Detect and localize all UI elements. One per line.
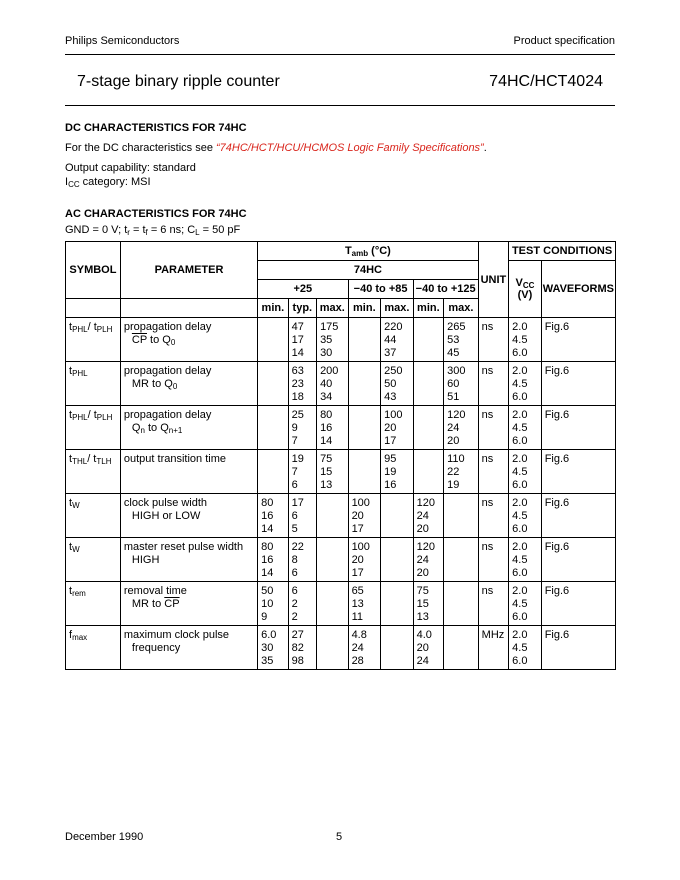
min-header: min.: [258, 299, 288, 318]
value-text: 110 22 19: [447, 453, 465, 491]
value-cell: [444, 362, 479, 406]
value-cell: [317, 538, 349, 582]
value-text: [414, 450, 443, 454]
symbol-cell: [66, 582, 121, 626]
value-cell: [348, 626, 381, 670]
parameter-cell: [120, 406, 257, 450]
param-sub: 0: [170, 338, 176, 347]
value-text: 265 53 45: [447, 321, 466, 359]
vcc-cell: [509, 318, 542, 362]
value-cell: [288, 626, 316, 670]
vcc-main: V: [515, 277, 523, 289]
dc-reference-suffix: .: [483, 142, 487, 154]
waveform-link[interactable]: Fig.6: [544, 497, 570, 509]
value-cell: [348, 582, 381, 626]
value-cell: [444, 538, 479, 582]
unit-text: ns: [481, 585, 494, 597]
parameter-line-2: [124, 510, 254, 523]
symbol-main: t: [69, 497, 73, 509]
param-pre: Q: [131, 422, 141, 434]
value-text: [381, 582, 413, 586]
vcc-cell: [509, 406, 542, 450]
unit-cell: [478, 582, 508, 626]
tamb-main: T: [344, 245, 352, 257]
parameter-line-1: maximum clock pulse: [123, 629, 230, 641]
value-text: [444, 538, 478, 542]
table-row: [66, 626, 616, 670]
value-cell: [348, 494, 381, 538]
symbol-main: t: [69, 585, 73, 597]
waveform-link[interactable]: Fig.6: [544, 321, 570, 333]
table-row: [66, 582, 616, 626]
parameter-cell: [120, 538, 257, 582]
value-text: [258, 318, 287, 322]
value-cell: [288, 538, 316, 582]
page-number: 5: [336, 831, 343, 843]
value-text: 75 15 13: [416, 585, 429, 623]
parameter-line-2: [124, 554, 254, 567]
value-text: 100 20 17: [351, 497, 370, 535]
symbol-main: t: [69, 409, 73, 421]
ac-conditions: [65, 224, 240, 236]
cond-part: = 50 pF: [199, 224, 241, 236]
waveform-cell: [541, 362, 615, 406]
value-text: 80 16 14: [261, 497, 274, 535]
unit-text: ns: [481, 321, 494, 333]
footer-date: December 1990: [65, 831, 144, 843]
param-tail-sub: n+1: [168, 426, 183, 435]
part-number: 74HC/HCT4024: [489, 73, 603, 90]
value-cell: [317, 450, 349, 494]
value-text: 120 24 20: [416, 541, 435, 579]
vcc-cell: [509, 494, 542, 538]
symbol-sub: rem: [72, 589, 86, 598]
value-text: 4.0 20 24: [416, 629, 432, 667]
parameter-line-1: clock pulse width: [123, 497, 208, 509]
symbol-main: t: [69, 541, 73, 553]
unit-cell: [478, 406, 508, 450]
table-row: [66, 406, 616, 450]
ac-heading: AC CHARACTERISTICS FOR 74HC: [65, 208, 247, 220]
unit-text: ns: [481, 365, 494, 377]
value-text: 80 16 14: [261, 541, 274, 579]
vcc-text: 2.0 4.5 6.0: [512, 365, 528, 403]
company-name: Philips Semiconductors: [65, 35, 180, 47]
value-text: [349, 450, 381, 454]
value-cell: [348, 318, 381, 362]
vcc-unit: (V): [517, 289, 533, 301]
param-overline: $\overline{CP}$: [131, 334, 147, 346]
test-conditions-header: TEST CONDITIONS: [509, 242, 616, 261]
waveform-link[interactable]: Fig.6: [544, 409, 570, 421]
waveform-cell: [541, 318, 615, 362]
typ-header: typ.: [288, 299, 316, 318]
param-pre: MR to Q: [131, 378, 173, 390]
value-text: [349, 406, 381, 410]
value-cell: [317, 318, 349, 362]
value-cell: [444, 450, 479, 494]
value-text: [381, 538, 413, 542]
value-text: 6.0 30 35: [261, 629, 277, 667]
title-rule: [65, 105, 615, 106]
param-pre: MR to: [131, 598, 165, 610]
value-text: 120 24 20: [447, 409, 466, 447]
value-text: [444, 582, 478, 586]
page-title: 7-stage binary ripple counter: [77, 73, 280, 90]
param-sub: 0: [172, 382, 178, 391]
value-cell: [413, 494, 443, 538]
vcc-sub: CC: [522, 281, 535, 290]
vcc-text: 2.0 4.5 6.0: [512, 585, 528, 623]
parameter-line-1: propagation delay: [123, 321, 212, 333]
value-cell: [444, 582, 479, 626]
symbol-cell: [66, 362, 121, 406]
value-cell: [381, 450, 414, 494]
parameter-line-2: [124, 642, 254, 655]
min-header: min.: [413, 299, 443, 318]
symbol-cell: [66, 318, 121, 362]
parameter-cell: [120, 362, 257, 406]
icc-category: [65, 176, 151, 188]
unit-cell: [478, 318, 508, 362]
unit-cell: [478, 450, 508, 494]
icc-sub: CC: [68, 180, 80, 189]
value-text: 175 35 30: [320, 321, 339, 359]
output-capability: Output capability: standard: [65, 162, 196, 174]
value-cell: [413, 538, 443, 582]
vcc-text: 2.0 4.5 6.0: [512, 497, 528, 535]
parameter-line-1: removal time: [123, 585, 187, 597]
value-text: 22 8 6: [291, 541, 304, 579]
value-text: 75 15 13: [320, 453, 333, 491]
waveform-cell: [541, 494, 615, 538]
max-header: max.: [317, 299, 349, 318]
symbol-sub: PHL: [72, 325, 88, 334]
symbol-sub-2: PLH: [96, 325, 113, 334]
icc-rest: category: MSI: [79, 176, 151, 188]
value-text: [381, 494, 413, 498]
symbol-cell: [66, 538, 121, 582]
vcc-text: 2.0 4.5 6.0: [512, 321, 528, 359]
value-text: [444, 626, 478, 630]
symbol-sub: PHL: [72, 369, 88, 378]
symbol-main: t: [69, 321, 73, 333]
family-spec-link[interactable]: “74HC/HCT/HCU/HCMOS Logic Family Specifications”: [216, 142, 484, 154]
value-cell: [258, 494, 288, 538]
value-cell: [258, 450, 288, 494]
waveform-link[interactable]: Fig.6: [544, 541, 570, 553]
value-cell: [258, 582, 288, 626]
param-pre: HIGH or LOW: [131, 510, 201, 522]
parameter-line-1: master reset pulse width: [123, 541, 244, 553]
waveform-link[interactable]: Fig.6: [544, 365, 570, 377]
table-row: [66, 362, 616, 406]
value-text: [381, 626, 413, 630]
symbol-main-2: / t: [87, 453, 97, 465]
value-cell: [413, 450, 443, 494]
dc-reference: [65, 142, 487, 154]
value-text: 300 60 51: [447, 365, 466, 403]
symbol-main-2: / t: [87, 321, 97, 333]
param-mid: to Q: [146, 334, 171, 346]
value-cell: [444, 318, 479, 362]
waveform-cell: [541, 626, 615, 670]
value-text: 25 9 7: [291, 409, 304, 447]
param-pre: frequency: [131, 642, 181, 654]
unit-text: ns: [481, 541, 494, 553]
value-cell: [381, 626, 414, 670]
param-pre: HIGH: [131, 554, 160, 566]
value-cell: [317, 362, 349, 406]
value-cell: [258, 406, 288, 450]
symbol-sub: THL: [72, 457, 88, 466]
tamb-sub: amb: [351, 249, 369, 258]
param-overline: $\overline{CP}$: [164, 598, 180, 610]
table-row: [66, 318, 616, 362]
unit-text: ns: [481, 409, 494, 421]
param-sub: n: [140, 426, 145, 435]
value-text: [414, 362, 443, 366]
waveform-link[interactable]: Fig.6: [544, 453, 570, 465]
value-cell: [348, 450, 381, 494]
value-text: 63 23 18: [291, 365, 304, 403]
symbol-main-2: / t: [87, 409, 97, 421]
value-cell: [258, 318, 288, 362]
dc-heading: DC CHARACTERISTICS FOR 74HC: [65, 122, 247, 134]
parameter-line-2: [124, 334, 254, 347]
waveform-cell: [541, 450, 615, 494]
vcc-text: 2.0 4.5 6.0: [512, 629, 528, 667]
parameter-subheader: [120, 299, 257, 318]
waveform-link[interactable]: Fig.6: [544, 629, 570, 641]
value-cell: [381, 582, 414, 626]
waveform-cell: [541, 406, 615, 450]
value-text: 200 40 34: [320, 365, 339, 403]
value-text: [258, 362, 287, 366]
value-cell: [381, 362, 414, 406]
range-125-header: −40 to +125: [413, 280, 478, 299]
range-85-header: −40 to +85: [348, 280, 413, 299]
symbol-cell: [66, 494, 121, 538]
value-text: 4.8 24 28: [351, 629, 367, 667]
parameter-cell: [120, 582, 257, 626]
unit-text: ns: [481, 453, 494, 465]
value-text: [414, 406, 443, 410]
value-cell: [413, 362, 443, 406]
parameter-line-2: [124, 378, 254, 391]
value-cell: [317, 626, 349, 670]
value-cell: [348, 362, 381, 406]
symbol-main: t: [69, 453, 73, 465]
value-cell: [381, 494, 414, 538]
value-cell: [381, 318, 414, 362]
value-text: 27 82 98: [291, 629, 304, 667]
value-text: [444, 494, 478, 498]
value-cell: [413, 626, 443, 670]
value-cell: [413, 582, 443, 626]
value-text: 100 20 17: [351, 541, 370, 579]
vcc-text: 2.0 4.5 6.0: [512, 453, 528, 491]
cond-sub: f: [145, 228, 148, 237]
value-text: 65 13 11: [351, 585, 364, 623]
waveform-cell: [541, 538, 615, 582]
cond-part: = 6 ns; C: [147, 224, 196, 236]
value-cell: [258, 538, 288, 582]
unit-text: MHz: [481, 629, 505, 641]
unit-cell: [478, 626, 508, 670]
value-text: [317, 538, 348, 542]
value-cell: [258, 626, 288, 670]
symbol-subheader: [66, 299, 121, 318]
parameter-cell: [120, 626, 257, 670]
unit-header: UNIT: [478, 242, 508, 318]
vcc-cell: [509, 626, 542, 670]
symbol-cell: [66, 626, 121, 670]
value-text: 95 19 16: [384, 453, 397, 491]
document-type: Product specification: [513, 35, 615, 47]
vcc-header: [509, 261, 542, 318]
waveforms-header: WAVEFORMS: [541, 261, 615, 318]
value-cell: [288, 582, 316, 626]
table-row: [66, 538, 616, 582]
value-text: [349, 362, 381, 366]
value-cell: [258, 362, 288, 406]
value-cell: [348, 406, 381, 450]
symbol-sub-2: TLH: [96, 457, 112, 466]
vcc-cell: [509, 450, 542, 494]
value-cell: [444, 626, 479, 670]
value-text: [414, 318, 443, 322]
value-cell: [413, 318, 443, 362]
ac-characteristics-table: [65, 241, 616, 670]
value-text: 19 7 6: [291, 453, 304, 491]
vcc-text: 2.0 4.5 6.0: [512, 409, 528, 447]
max-header: max.: [444, 299, 479, 318]
value-text: 6 2 2: [291, 585, 298, 623]
value-text: 250 50 43: [384, 365, 403, 403]
vcc-cell: [509, 362, 542, 406]
value-text: 80 16 14: [320, 409, 333, 447]
value-cell: [288, 362, 316, 406]
cond-sub: r: [127, 228, 130, 237]
symbol-main: t: [69, 365, 73, 377]
vcc-text: 2.0 4.5 6.0: [512, 541, 528, 579]
table-row: [66, 450, 616, 494]
value-cell: [444, 406, 479, 450]
family-header: 74HC: [258, 261, 479, 280]
value-cell: [288, 318, 316, 362]
symbol-cell: [66, 406, 121, 450]
waveform-cell: [541, 582, 615, 626]
param-tail: to Q: [144, 422, 169, 434]
value-text: [317, 582, 348, 586]
value-cell: [444, 494, 479, 538]
unit-text: ns: [481, 497, 494, 509]
parameter-line-2: [124, 422, 254, 435]
unit-cell: [478, 538, 508, 582]
header-rule: [65, 54, 615, 55]
value-text: [349, 318, 381, 322]
symbol-cell: [66, 450, 121, 494]
tamb-unit: (°C): [368, 245, 391, 257]
symbol-sub: PHL: [72, 413, 88, 422]
cond-part: = t: [129, 224, 146, 236]
vcc-cell: [509, 582, 542, 626]
cond-sub: L: [195, 228, 200, 237]
parameter-line-1: propagation delay: [123, 365, 212, 377]
waveform-link[interactable]: Fig.6: [544, 585, 570, 597]
parameter-line-1: propagation delay: [123, 409, 212, 421]
value-text: [258, 450, 287, 454]
value-text: [317, 494, 348, 498]
value-text: [258, 406, 287, 410]
parameter-line-2: [124, 598, 254, 611]
symbol-sub: max: [72, 633, 88, 642]
value-cell: [288, 406, 316, 450]
value-cell: [381, 406, 414, 450]
value-cell: [317, 582, 349, 626]
value-cell: [288, 450, 316, 494]
symbol-main: f: [69, 629, 73, 641]
dc-reference-text: For the DC characteristics see: [65, 142, 216, 154]
value-text: 50 10 9: [261, 585, 274, 623]
value-text: 100 20 17: [384, 409, 403, 447]
value-cell: [317, 494, 349, 538]
value-text: 120 24 20: [416, 497, 435, 535]
unit-cell: [478, 494, 508, 538]
min-header: min.: [348, 299, 381, 318]
parameter-cell: [120, 450, 257, 494]
icc-label: I: [65, 176, 69, 188]
tamb-header: [258, 242, 479, 261]
unit-cell: [478, 362, 508, 406]
parameter-cell: [120, 318, 257, 362]
value-text: [317, 626, 348, 630]
value-text: 17 6 5: [291, 497, 304, 535]
vcc-cell: [509, 538, 542, 582]
symbol-sub-2: PLH: [96, 413, 113, 422]
cond-part: GND = 0 V; t: [65, 224, 128, 236]
table-row: [66, 494, 616, 538]
value-text: 47 17 14: [291, 321, 304, 359]
value-cell: [413, 406, 443, 450]
max-header: max.: [381, 299, 414, 318]
range-25-header: +25: [258, 280, 348, 299]
symbol-sub: W: [72, 501, 80, 510]
value-text: 220 44 37: [384, 321, 403, 359]
symbol-header: SYMBOL: [66, 242, 121, 299]
value-cell: [288, 494, 316, 538]
value-cell: [348, 538, 381, 582]
symbol-sub: W: [72, 545, 80, 554]
parameter-cell: [120, 494, 257, 538]
value-cell: [381, 538, 414, 582]
value-cell: [317, 406, 349, 450]
parameter-header: PARAMETER: [120, 242, 257, 299]
parameter-line-1: output transition time: [123, 453, 227, 465]
